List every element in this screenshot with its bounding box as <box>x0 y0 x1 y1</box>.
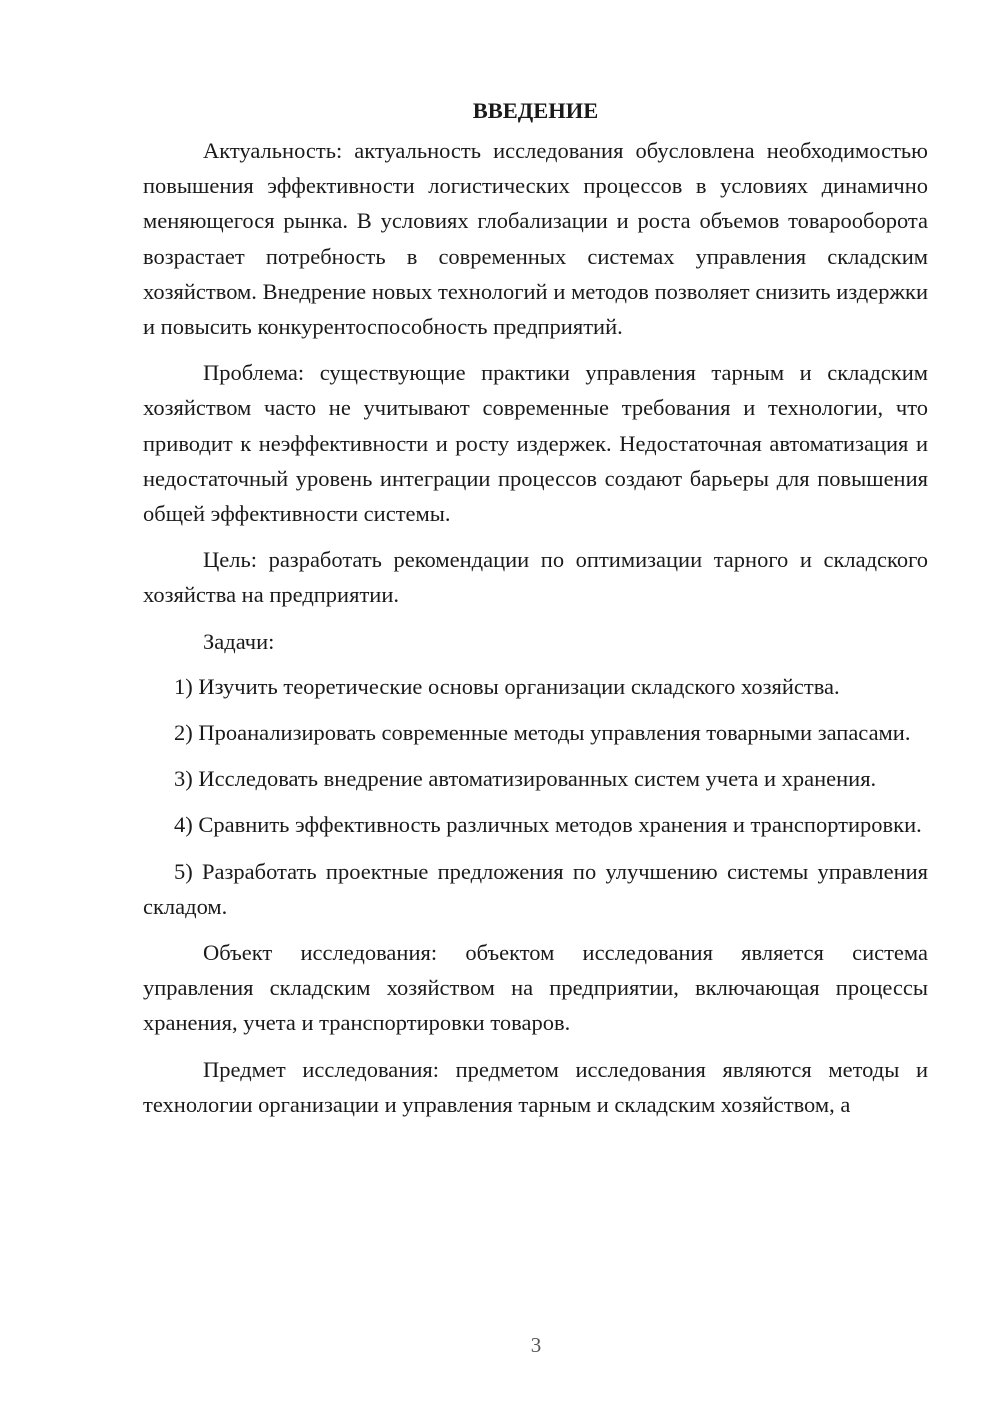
task-item-4: 4) Сравнить эффективность различных методов хранения и транспортировки. <box>174 812 922 838</box>
task-item-3: 3) Исследовать внедрение автоматизированных систем учета и хранения. <box>174 766 877 792</box>
goal-paragraph: Цель: разработать рекомендации по оптимизации тарного и складского хозяйства на предприятии. <box>143 547 928 608</box>
problem-paragraph: Проблема: существующие практики управления тарным и складским хозяйством часто не учитывают современные требования и технологии, что приводит к неэффективности и росту издержек. Недостаточная автоматизация и недостаточный уровень интеграции процессов создают барьеры для повышения общей эффективности системы. <box>143 360 928 527</box>
task-item-5: 5) Разработать проектные предложения по улучшению системы управления складом. <box>143 858 928 919</box>
tasks-label: Задачи: <box>203 628 275 654</box>
page-body <box>143 96 928 1133</box>
relevance-paragraph: Актуальность: актуальность исследования обусловлена необходимостью повышения эффективности логистических процессов в условиях динамично меняющегося рынка. В условиях глобализации и роста объемов товарооборота возрастает потребность в современных системах управления складским хозяйством. Внедрение новых технологий и методов позволяет снизить издержки и повысить конкурентоспособность предприятий. <box>143 138 928 340</box>
subject-paragraph: Предмет исследования: предметом исследования являются методы и технологии организации и управления тарным и складским хозяйством, а <box>143 1056 928 1117</box>
task-item-2: 2) Проанализировать современные методы управления товарными запасами. <box>174 720 911 746</box>
object-paragraph: Объект исследования: объектом исследования является система управления складским хозяйством на предприятии, включающая процессы хранения, учета и транспортировки товаров. <box>143 940 928 1036</box>
task-item-1: 1) Изучить теоретические основы организации складского хозяйства. <box>174 673 840 699</box>
page-number: 3 <box>530 1333 542 1357</box>
section-heading: ВВЕДЕНИЕ <box>472 98 599 123</box>
